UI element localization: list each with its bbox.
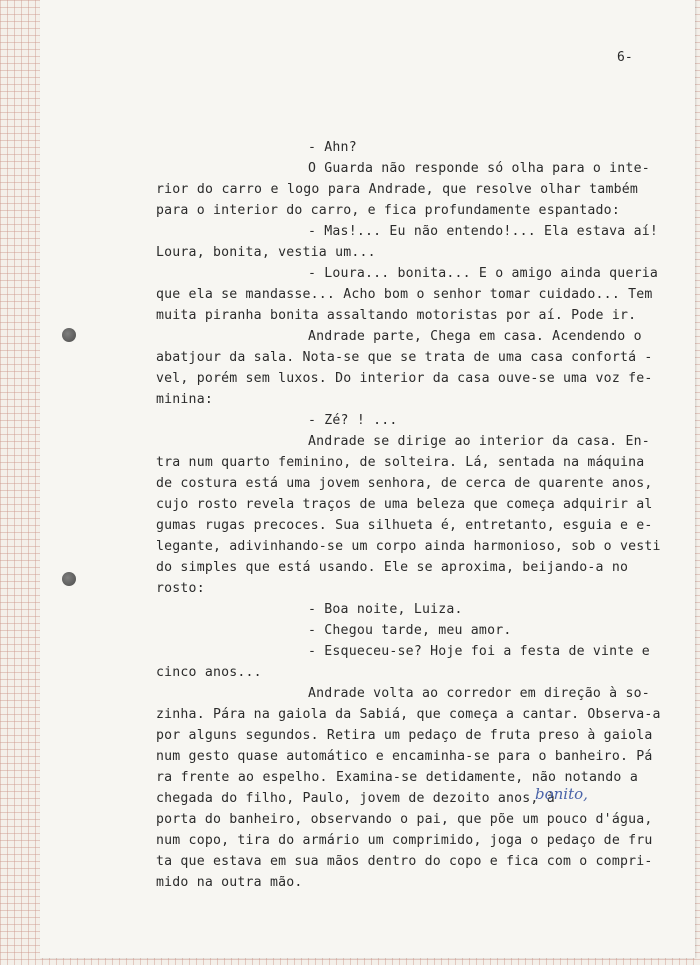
text-line: ra frente ao espelho. Examina-se detidamente, não notando a bbox=[156, 770, 638, 785]
text-line: ta que estava em sua mãos dentro do copo e fica com o compri- bbox=[156, 854, 653, 869]
text-line: - Chegou tarde, meu amor. bbox=[308, 623, 512, 638]
text-line: num copo, tira do armário um comprimido, joga o pedaço de fru bbox=[156, 833, 653, 848]
text-line: por alguns segundos. Retira um pedaço de fruta preso à gaiola bbox=[156, 728, 653, 743]
text-line: para o interior do carro, e fica profundamente espantado: bbox=[156, 203, 620, 218]
text-line: O Guarda não responde só olha para o inte- bbox=[308, 161, 650, 176]
text-line: vel, porém sem luxos. Do interior da casa ouve-se uma voz fe- bbox=[156, 371, 653, 386]
text-line: cujo rosto revela traços de uma beleza que começa adquirir al bbox=[156, 497, 653, 512]
text-line: tra num quarto feminino, de solteira. Lá, sentada na máquina bbox=[156, 455, 645, 470]
text-line: rior do carro e logo para Andrade, que resolve olhar também bbox=[156, 182, 638, 197]
text-line: do simples que está usando. Ele se aproxima, beijando-a no bbox=[156, 560, 629, 575]
text-line: minina: bbox=[156, 392, 213, 407]
text-line: - Ahn? bbox=[308, 140, 357, 155]
text-line: Andrade volta ao corredor em direção à so- bbox=[308, 686, 650, 701]
text-line: gumas rugas precoces. Sua silhueta é, entretanto, esguia e e- bbox=[156, 518, 653, 533]
text-line: num gesto quase automático e encaminha-se para o banheiro. Pá bbox=[156, 749, 653, 764]
page-number: 6- bbox=[617, 50, 633, 65]
text-line: mido na outra mão. bbox=[156, 875, 303, 890]
text-line: rosto: bbox=[156, 581, 205, 596]
text-line: muita piranha bonita assaltando motoristas por aí. Pode ir. bbox=[156, 308, 637, 323]
text-line: - Esqueceu-se? Hoje foi a festa de vinte e bbox=[308, 644, 650, 659]
text-line: Loura, bonita, vestia um... bbox=[156, 245, 376, 260]
text-line: Andrade se dirige ao interior da casa. En- bbox=[308, 434, 650, 449]
text-line: - Zé? ! ... bbox=[308, 413, 398, 428]
text-line: chegada do filho, Paulo, jovem de dezoito anos, à bbox=[156, 791, 555, 806]
text-line: abatjour da sala. Nota-se que se trata de uma casa confortá - bbox=[156, 350, 653, 365]
text-line: porta do banheiro, observando o pai, que põe um pouco d'água, bbox=[156, 812, 653, 827]
text-line: cinco anos... bbox=[156, 665, 262, 680]
typed-text bbox=[40, 0, 695, 958]
text-line: legante, adivinhando-se um corpo ainda harmonioso, sob o vesti bbox=[156, 539, 661, 554]
text-line: - Loura... bonita... E o amigo ainda queria bbox=[308, 266, 659, 281]
text-line: - Mas!... Eu não entendo!... Ela estava aí! bbox=[308, 224, 659, 239]
text-line: de costura está uma jovem senhora, de cerca de quarente anos, bbox=[156, 476, 653, 491]
handwritten-annotation: bonito, bbox=[535, 785, 588, 803]
typed-page bbox=[40, 0, 695, 958]
text-line: - Boa noite, Luiza. bbox=[308, 602, 463, 617]
text-line: zinha. Pára na gaiola da Sabiá, que começa a cantar. Observa-a bbox=[156, 707, 661, 722]
text-line: que ela se mandasse... Acho bom o senhor tomar cuidado... Tem bbox=[156, 287, 653, 302]
text-line: Andrade parte, Chega em casa. Acendendo o bbox=[308, 329, 642, 344]
